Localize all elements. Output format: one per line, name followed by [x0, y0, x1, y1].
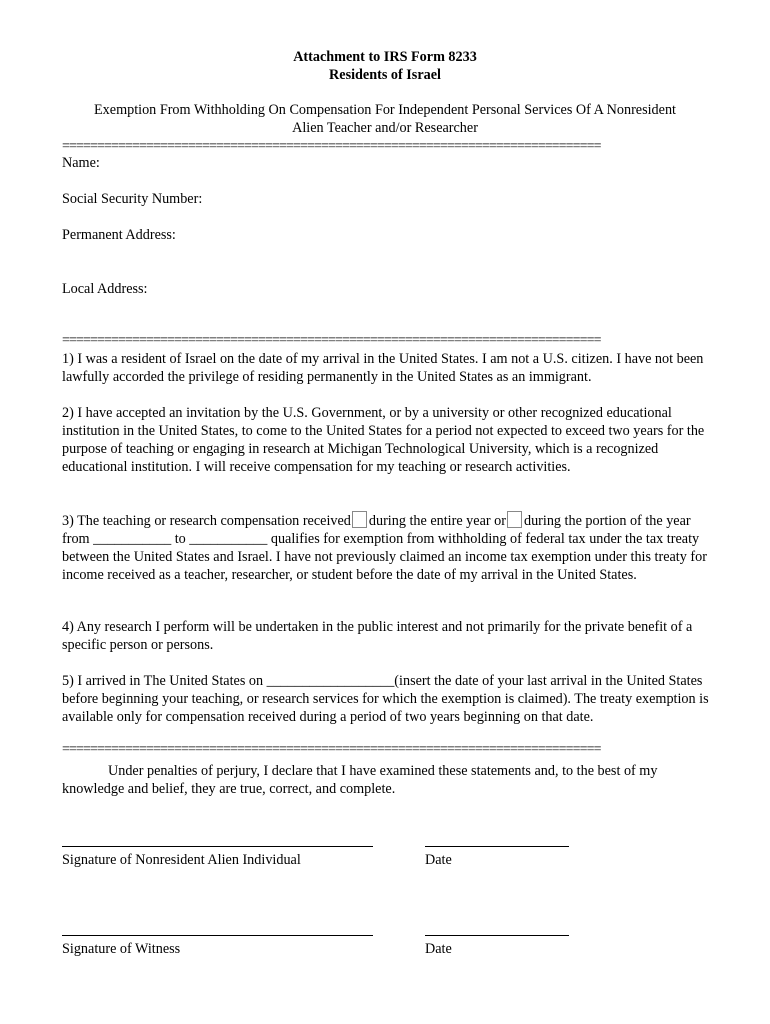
perjury-declaration: Under penalties of perjury, I declare that I have examined these statements and, to the best of my knowledge and belief, they are true, correct, and complete.	[62, 763, 658, 797]
page-subtitle: Residents of Israel	[329, 67, 441, 83]
statement-3-part3: during the portion of the year from ___________ to ___________ qualifies for exemption from withholding of federal tax under the tax treaty between the United States and Israel. I have not previously claimed an income tax exemption under this treaty for income received as a teacher, researcher, or student before the date of my arrival in the United States.	[62, 513, 707, 583]
page-title: Attachment to IRS Form 8233	[293, 49, 477, 65]
alien-date-line[interactable]	[425, 846, 569, 847]
witness-date-line[interactable]	[425, 935, 569, 936]
statement-3-part1: 3) The teaching or research compensation received	[62, 513, 351, 529]
entire-year-checkbox[interactable]	[352, 511, 367, 528]
statement-3-part2: during the entire year or	[368, 513, 506, 529]
statement-1: 1) I was a resident of Israel on the date of my arrival in the United States. I am not a U.S. citizen. I have not been lawfully accorded the privilege of residing permanently in the United States as an immigrant.	[62, 351, 704, 385]
witness-signature-line[interactable]	[62, 935, 373, 936]
witness-date-label: Date	[425, 941, 452, 957]
separator-bottom: =============================================================================	[62, 744, 601, 755]
exemption-description-line1: Exemption From Withholding On Compensation For Independent Personal Services Of A Nonresident	[94, 102, 676, 118]
exemption-description-line2: Alien Teacher and/or Researcher	[292, 120, 478, 136]
statement-4: 4) Any research I perform will be undertaken in the public interest and not primarily for the private benefit of a specific person or persons.	[62, 619, 693, 653]
separator-top: =============================================================================	[62, 141, 601, 152]
alien-date-label: Date	[425, 852, 452, 868]
local-address-field-label: Local Address:	[62, 281, 148, 297]
statement-5: 5) I arrived in The United States on __________________(insert the date of your last arrival in the United States before beginning your teaching, or research services for which the exemption is claimed). The treaty exemption is available only for compensation received during a period of two years beginning on that date.	[62, 673, 709, 725]
alien-signature-line[interactable]	[62, 846, 373, 847]
statement-3	[62, 511, 712, 584]
name-field-label: Name:	[62, 155, 100, 171]
permanent-address-field-label: Permanent Address:	[62, 227, 176, 243]
ssn-field-label: Social Security Number:	[62, 191, 203, 207]
separator-middle: =============================================================================	[62, 335, 601, 346]
portion-of-year-checkbox[interactable]	[507, 511, 522, 528]
statement-2: 2) I have accepted an invitation by the U.S. Government, or by a university or other recognized educational institution in the United States, to come to the United States for a period not expected to exceed two years for the purpose of teaching or engaging in research at Michigan Technological University, which is a recognized educational institution. I will receive compensation for my teaching or research activities.	[62, 405, 705, 475]
witness-signature-label: Signature of Witness	[62, 941, 181, 957]
alien-signature-label: Signature of Nonresident Alien Individual	[62, 852, 301, 868]
